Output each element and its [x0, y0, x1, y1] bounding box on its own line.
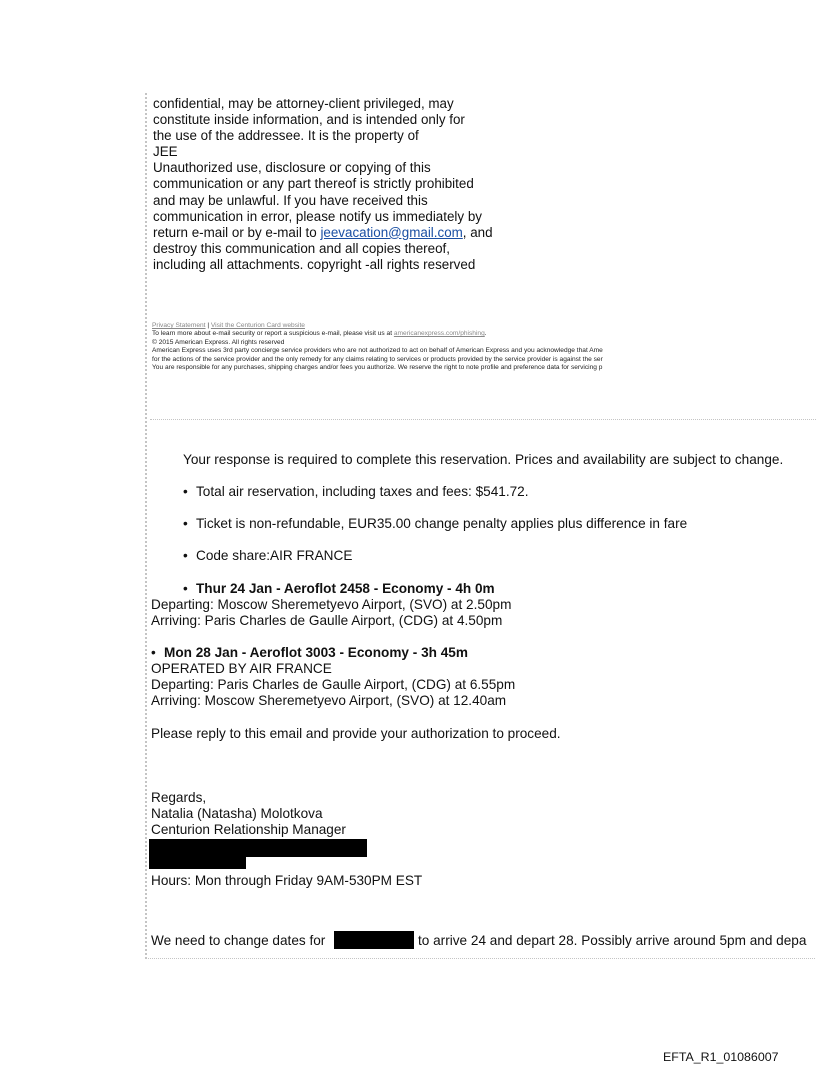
phishing-suffix: . — [484, 330, 487, 338]
flight2-departing: Departing: Paris Charles de Gaulle Airport, (CDG) at 6.55pm — [151, 677, 516, 692]
phishing-link[interactable]: americanexpress.com/phishing — [393, 330, 485, 338]
signature-hours: Hours: Mon through Friday 9AM-530PM EST — [151, 873, 423, 888]
disclaimer-line: and may be unlawful. If you have received this — [153, 192, 428, 208]
privacy-statement-link[interactable]: Privacy Statement — [152, 322, 206, 329]
redaction-block — [149, 857, 246, 869]
bullet-icon: • — [183, 484, 188, 499]
amex-footer — [152, 322, 816, 372]
disclaimer-line: constitute inside information, and is intended only for — [153, 112, 465, 128]
centurion-website-link[interactable]: Visit the Centurion Card website — [210, 322, 305, 329]
return-suffix: , and — [462, 224, 493, 240]
phishing-line — [152, 330, 816, 338]
signature-name: Natalia (Natasha) Molotkova — [151, 806, 323, 821]
redaction-block — [149, 839, 367, 857]
footer-concierge-line: for the actions of the service provider and the only remedy for any claims relating to services or products provided by the service provider is against the ser — [152, 355, 603, 363]
footer-concierge-line: American Express uses 3rd party concierge service providers who are not authorized to act on behalf of American Express and you acknowledge that Ame — [152, 347, 603, 355]
request-suffix: to arrive 24 and depart 28. Possibly arrive around 5pm and depa — [418, 933, 807, 948]
flight1-departing: Departing: Moscow Sheremetyevo Airport, (SVO) at 2.50pm — [151, 597, 512, 612]
footer-links — [152, 322, 816, 330]
codeshare-item: Code share:AIR FRANCE — [196, 548, 353, 563]
flight2-title: Mon 28 Jan - Aeroflot 3003 - Economy - 3h 45m — [164, 645, 468, 660]
disclaimer-line: confidential, may be attorney-client privileged, may — [153, 96, 454, 111]
document-id: EFTA_R1_01086007 — [663, 1050, 779, 1064]
reservation-intro: Your response is required to complete this reservation. Prices and availability are subject to change. — [183, 452, 784, 467]
reply-request: Please reply to this email and provide your authorization to proceed. — [151, 726, 561, 741]
disclaimer-line: the use of the addressee. It is the property of — [153, 128, 419, 144]
ticket-policy-item: Ticket is non-refundable, EUR35.00 change penalty applies plus difference in fare — [196, 516, 688, 531]
flight2-operated-by: OPERATED BY AIR FRANCE — [151, 661, 332, 676]
bullet-icon: • — [151, 645, 156, 660]
phishing-prefix: To learn more about e-mail security or report a suspicious e-mail, please visit us at — [152, 330, 394, 338]
return-prefix: return e-mail or by e-mail to — [153, 224, 321, 240]
disclaimer-line: communication or any part thereof is strictly prohibited — [153, 176, 474, 192]
signature-regards: Regards, — [151, 790, 207, 805]
bullet-icon: • — [183, 581, 188, 596]
disclaimer-line: Unauthorized use, disclosure or copying of this — [153, 160, 431, 176]
redaction-block — [334, 931, 414, 949]
email-link[interactable]: jeevacation@gmail.com — [320, 224, 463, 240]
section-divider — [150, 419, 816, 420]
flight1-arriving: Arriving: Paris Charles de Gaulle Airport, (CDG) at 4.50pm — [151, 613, 503, 628]
confidentiality-disclaimer — [153, 96, 533, 273]
disclaimer-line: communication in error, please notify us immediately by — [153, 208, 482, 224]
disclaimer-line: JEE — [153, 144, 178, 160]
request-prefix: We need to change dates for — [151, 933, 326, 948]
footer-copyright: © 2015 American Express. All rights reserved — [152, 338, 285, 346]
signature-title: Centurion Relationship Manager — [151, 822, 346, 837]
link-separator: | — [205, 322, 211, 329]
flight1-title: Thur 24 Jan - Aeroflot 2458 - Economy - 4h 0m — [196, 581, 495, 596]
email-frame-bottom-border — [145, 958, 816, 959]
flight2-arriving: Arriving: Moscow Sheremetyevo Airport, (SVO) at 12.40am — [151, 693, 507, 708]
footer-concierge-line: You are responsible for any purchases, shipping charges and/or fees you authorize. We reserve the right to note profile and preference data for servicing p — [152, 364, 603, 372]
bullet-icon: • — [183, 516, 188, 531]
disclaimer-line: destroy this communication and all copies thereof, — [153, 240, 450, 256]
disclaimer-line: including all attachments. copyright -all rights reserved — [153, 256, 476, 272]
total-price-item: Total air reservation, including taxes and fees: $541.72. — [196, 484, 529, 499]
disclaimer-return-line — [153, 225, 533, 241]
bullet-icon: • — [183, 548, 188, 563]
